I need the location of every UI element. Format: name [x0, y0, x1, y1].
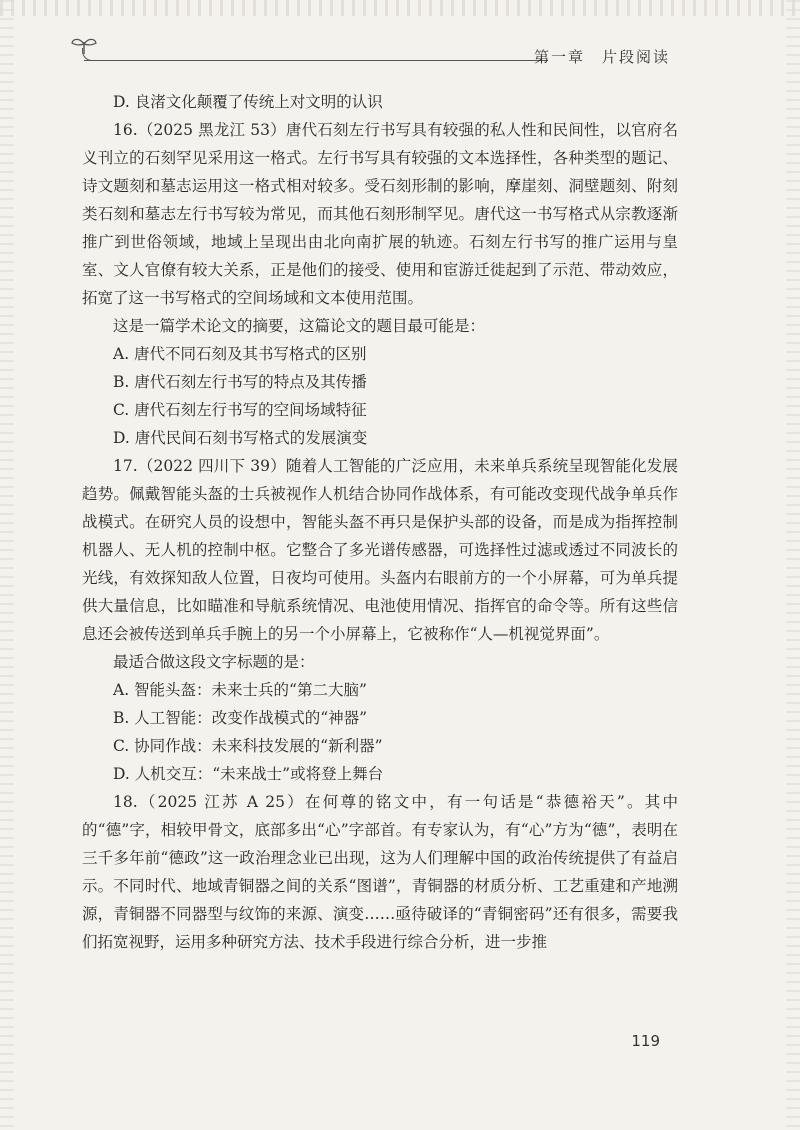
chapter-title: 第一章 片段阅读 — [533, 48, 670, 66]
paragraph: 这是一篇学术论文的摘要，这篇论文的题目最可能是： — [113, 317, 486, 335]
paragraph: 最适合做这段文字标题的是： — [113, 653, 315, 671]
answer-option: C. 协同作战：未来科技发展的“新利器” — [113, 737, 383, 755]
answer-option: A. 智能头盔：未来士兵的“第二大脑” — [113, 681, 367, 699]
scan-noise-top — [0, 0, 800, 16]
paragraph: 17.（2022 四川下 39）随着人工智能的广泛应用，未来单兵系统呈现智能化发展趋势。佩戴智能头盔的士兵被视作人机结合协同作战体系，有可能改变现代战争单兵作战模式。在研究人员的设想中，智能头盔不再只是保护头部的设备，而是成为指挥控制机器人、无人机的控制中枢。它整合了多光谱传感器，可选择性过滤或透过不同波长的光线，有效探知敌人位置，日夜均可使用。头盔内右眼前方的一个小屏幕，可为单兵提供大量信息，比如瞄准和导航系统情况、电池使用情况、指挥官的命令等。所有这些信息还会被传送到单兵手腕上的另一个小屏幕上，它被称作“人—机视觉界面”。 — [82, 457, 678, 643]
answer-option: D. 人机交互：“未来战士”或将登上舞台 — [113, 765, 384, 783]
page-number: 119 — [631, 1032, 660, 1050]
answer-option: C. 唐代石刻左行书写的空间场域特征 — [113, 401, 367, 419]
answer-option: B. 唐代石刻左行书写的特点及其传播 — [113, 373, 367, 391]
page-content — [82, 88, 678, 956]
answer-option: D. 良渚文化颠覆了传统上对文明的认识 — [113, 93, 383, 111]
header-rule — [84, 60, 548, 61]
paragraph: 18.（2025 江苏 A 25）在何尊的铭文中，有一句话是“恭德裕天”。其中的“德”字，相较甲骨文，底部多出“心”字部首。有专家认为，有“心”方为“德”，表明在三千多年前“德政”这一政治理念业已出现，这为人们理解中国的政治传统提供了有益启示。不同时代、地域青铜器之间的关系“图谱”，青铜器的材质分析、工艺重建和产地溯源，青铜器不同器型与纹饰的来源、演变……亟待破译的“青铜密码”还有很多，需要我们拓宽视野，运用多种研究方法、技术手段进行综合分析，进一步推 — [82, 793, 678, 951]
answer-option: D. 唐代民间石刻书写格式的发展演变 — [113, 429, 368, 447]
page-header — [70, 30, 670, 70]
scan-edge-left — [0, 0, 14, 1130]
paragraph: 16.（2025 黑龙江 53）唐代石刻左行书写具有较强的私人性和民间性，以官府名义刊立的石刻罕见采用这一格式。左行书写具有较强的文本选择性，各种类型的题记、诗文题刻和墓志运用这一格式相对较多。受石刻形制的影响，摩崖刻、洞壁题刻、附刻类石刻和墓志左行书写较为常见，而其他石刻形制罕见。唐代这一书写格式从宗教逐渐推广到世俗领域，地域上呈现出由北向南扩展的轨迹。石刻左行书写的推广运用与皇室、文人官僚有较大关系，正是他们的接受、使用和宦游迁徙起到了示范、带动效应，拓宽了这一书写格式的空间场域和文本使用范围。 — [82, 121, 678, 307]
scan-edge-right — [786, 0, 800, 1130]
answer-option: A. 唐代不同石刻及其书写格式的区别 — [113, 345, 367, 363]
answer-option: B. 人工智能：改变作战模式的“神器” — [113, 709, 368, 727]
